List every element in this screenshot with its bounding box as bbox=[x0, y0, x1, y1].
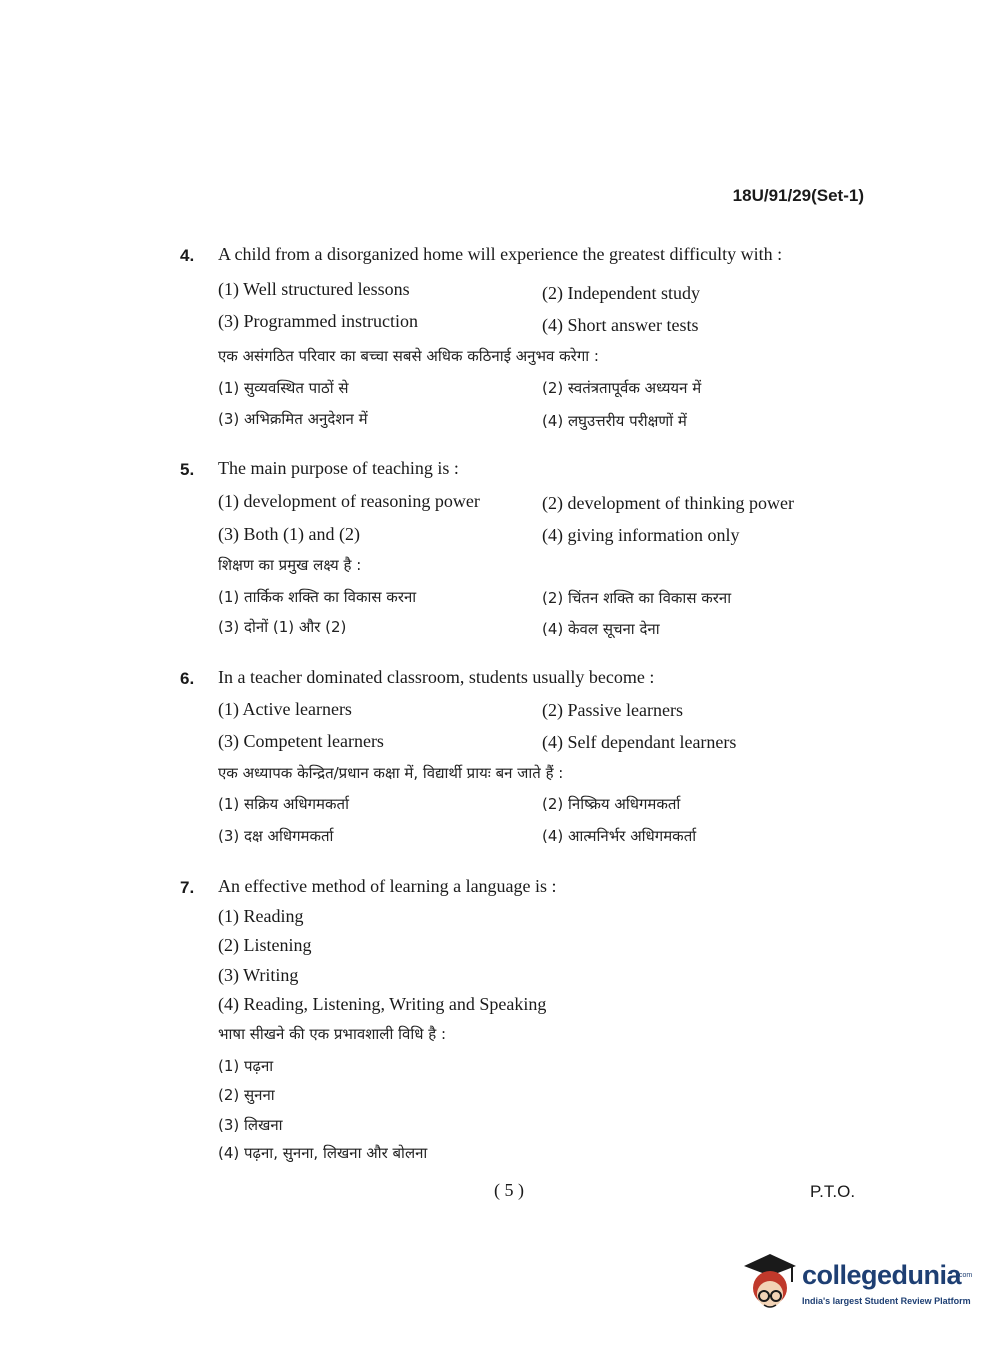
mascot-icon bbox=[740, 1252, 798, 1314]
option-hi-4: (4) आत्मनिर्भर अधिगमकर्ता bbox=[542, 827, 697, 845]
option-hi-1: (1) तार्किक शक्ति का विकास करना bbox=[218, 588, 417, 606]
option-en-4: (4) Reading, Listening, Writing and Speaking bbox=[218, 994, 547, 1014]
question-number: 5. bbox=[180, 460, 195, 479]
option-hi-2: (2) चिंतन शक्ति का विकास करना bbox=[542, 589, 732, 607]
option-en-4: (4) Self dependant learners bbox=[542, 732, 737, 752]
option-hi-4: (4) केवल सूचना देना bbox=[542, 620, 660, 638]
question-number: 6. bbox=[180, 669, 195, 688]
option-hi-1: (1) सुव्यवस्थित पाठों से bbox=[218, 379, 349, 397]
logo-wordmark: collegedunia bbox=[802, 1260, 962, 1290]
option-en-1: (1) Reading bbox=[218, 906, 304, 926]
option-hi-4: (4) लघुउत्तरीय परीक्षणों में bbox=[542, 412, 687, 430]
question-text-hi: एक असंगठित परिवार का बच्चा सबसे अधिक कठिनाई अनुभव करेगा : bbox=[218, 347, 599, 365]
option-en-1: (1) Well structured lessons bbox=[218, 279, 410, 299]
option-en-4: (4) giving information only bbox=[542, 525, 740, 545]
question-text-hi: एक अध्यापक केन्द्रित/प्रधान कक्षा में, विद्यार्थी प्रायः बन जाते हैं : bbox=[218, 764, 564, 782]
option-hi-3: (3) दक्ष अधिगमकर्ता bbox=[218, 827, 334, 845]
question-text-hi: भाषा सीखने की एक प्रभावशाली विधि है : bbox=[218, 1025, 447, 1043]
pto-label: P.T.O. bbox=[810, 1182, 856, 1201]
option-hi-3: (3) अभिक्रमित अनुदेशन में bbox=[218, 410, 368, 428]
question-text-en: The main purpose of teaching is : bbox=[218, 458, 459, 478]
question-number: 4. bbox=[180, 246, 195, 265]
option-en-2: (2) development of thinking power bbox=[542, 493, 794, 513]
option-hi-3: (3) दोनों (1) और (2) bbox=[218, 618, 347, 636]
option-hi-1: (1) सक्रिय अधिगमकर्ता bbox=[218, 795, 349, 813]
option-hi-1: (1) पढ़ना bbox=[218, 1057, 274, 1075]
collegedunia-logo[interactable] bbox=[740, 1250, 973, 1320]
question-text-hi: शिक्षण का प्रमुख लक्ष्य है : bbox=[218, 556, 362, 574]
option-en-3: (3) Writing bbox=[218, 965, 299, 985]
option-hi-4: (4) पढ़ना, सुनना, लिखना और बोलना bbox=[218, 1144, 428, 1162]
option-en-2: (2) Passive learners bbox=[542, 700, 683, 720]
question-text-en: An effective method of learning a language is : bbox=[218, 876, 557, 896]
option-hi-2: (2) निष्क्रिय अधिगमकर्ता bbox=[542, 795, 681, 813]
question-text-en: A child from a disorganized home will experience the greatest difficulty with : bbox=[218, 244, 783, 264]
option-hi-2: (2) स्वतंत्रतापूर्वक अध्ययन में bbox=[542, 379, 702, 397]
option-en-1: (1) Active learners bbox=[218, 699, 352, 719]
question-text-en: In a teacher dominated classroom, students usually become : bbox=[218, 667, 655, 687]
option-en-2: (2) Independent study bbox=[542, 283, 700, 303]
option-en-3: (3) Both (1) and (2) bbox=[218, 524, 360, 544]
option-en-2: (2) Listening bbox=[218, 935, 312, 955]
logo-tagline: India's largest Student Review Platform bbox=[802, 1296, 971, 1306]
option-hi-3: (3) लिखना bbox=[218, 1116, 283, 1134]
option-en-3: (3) Competent learners bbox=[218, 731, 384, 751]
option-hi-2: (2) सुनना bbox=[218, 1086, 275, 1104]
logo-suffix: .com bbox=[957, 1272, 973, 1279]
question-number: 7. bbox=[180, 878, 195, 897]
option-en-3: (3) Programmed instruction bbox=[218, 311, 418, 331]
option-en-1: (1) development of reasoning power bbox=[218, 491, 480, 511]
page-number: ( 5 ) bbox=[494, 1180, 524, 1200]
option-en-4: (4) Short answer tests bbox=[542, 315, 699, 335]
paper-code: 18U/91/29(Set-1) bbox=[732, 186, 864, 205]
